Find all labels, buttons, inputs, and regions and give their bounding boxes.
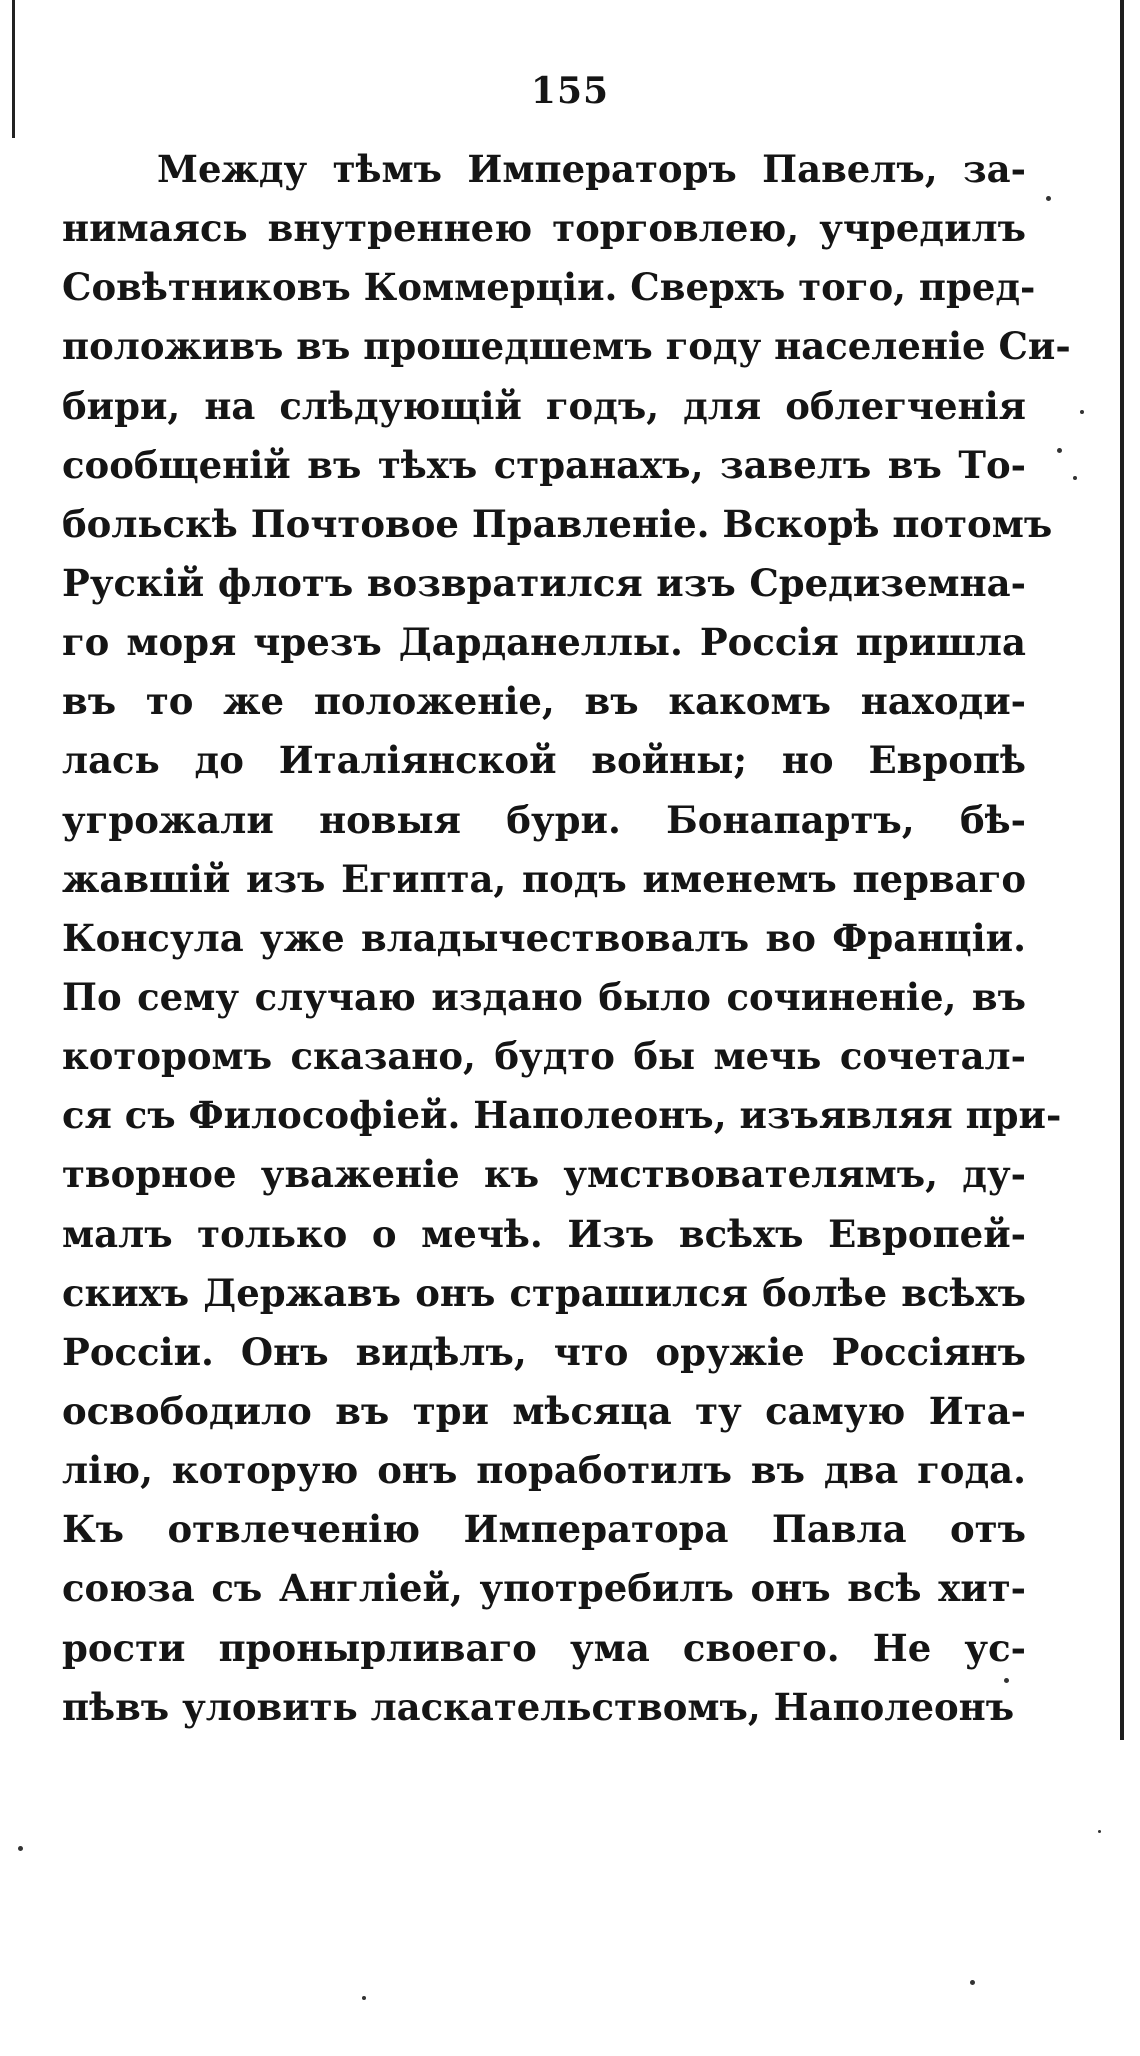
ink-speck <box>1098 1830 1101 1833</box>
ink-speck <box>18 1846 23 1851</box>
text-line: сообщеній въ тѣхъ странахъ, завелъ въ То- <box>62 442 1026 487</box>
text-line: Между тѣмъ Императоръ Павелъ, за- <box>157 147 1026 191</box>
ink-speck <box>1073 476 1077 480</box>
text-line: пѣвъ уловить ласкательствомъ, Наполеонъ <box>62 1684 1015 1729</box>
ink-speck <box>1046 196 1051 201</box>
text-line: союза съ Англіей, употребилъ онъ всѣ хит- <box>62 1566 1026 1611</box>
ink-speck <box>1057 448 1062 453</box>
text-line: нимаясь внутреннею торговлею, учредилъ <box>62 206 1026 251</box>
text-line: положивъ въ прошедшемъ году населеніе Си- <box>62 324 1071 369</box>
text-line: въ то же положеніе, въ какомъ находи- <box>62 679 1026 724</box>
text-line: лію, которую онъ поработилъ въ два года. <box>62 1448 1026 1493</box>
page-number: 155 <box>530 70 610 112</box>
text-line: По сему случаю издано было сочиненіе, въ <box>62 974 1026 1019</box>
text-line: рости пронырливаго ума своего. Не ус- <box>62 1625 1026 1670</box>
body-text <box>62 140 1071 1737</box>
text-line: лась до Италіянской войны; но Европѣ <box>62 738 1026 783</box>
text-line: го моря чрезъ Дарданеллы. Россія пришла <box>62 620 1026 665</box>
ink-speck <box>362 1996 366 2000</box>
left-page-edge <box>12 0 15 138</box>
text-line: которомъ сказано, будто бы мечь сочетал- <box>62 1034 1026 1079</box>
ink-speck <box>1080 410 1084 414</box>
text-line: Рускій флотъ возвратился изъ Средиземна- <box>62 560 1026 605</box>
ink-speck <box>1004 1678 1009 1683</box>
text-line: угрожали новыя бури. Бонапартъ, бѣ- <box>62 797 1026 842</box>
text-line: творное уваженіе къ умствователямъ, ду- <box>62 1152 1026 1197</box>
text-line: малъ только о мечѣ. Изъ всѣхъ Европей- <box>62 1211 1026 1256</box>
ink-speck <box>970 1980 975 1985</box>
text-line: Къ отвлеченію Императора Павла отъ <box>62 1507 1026 1552</box>
text-line: больскѣ Почтовое Правленіе. Вскорѣ потомъ <box>62 501 1053 546</box>
text-line: жавшій изъ Египта, подъ именемъ перваго <box>62 856 1026 901</box>
text-line: Россіи. Онъ видѣлъ, что оружіе Россіянъ <box>62 1329 1026 1374</box>
text-line: ся съ Философіей. Наполеонъ, изъявляя при- <box>62 1093 1062 1138</box>
text-line: скихъ Державъ онъ страшился болѣе всѣхъ <box>62 1270 1026 1315</box>
right-page-edge <box>1120 0 1124 1740</box>
text-line: освободило въ три мѣсяца ту самую Ита- <box>62 1388 1026 1433</box>
text-line: Консула уже владычествовалъ во Франціи. <box>62 915 1026 960</box>
text-line: Совѣтниковъ Коммерціи. Сверхъ того, пред- <box>62 265 1036 310</box>
text-line: бири, на слѣдующій годъ, для облегченія <box>62 383 1026 428</box>
